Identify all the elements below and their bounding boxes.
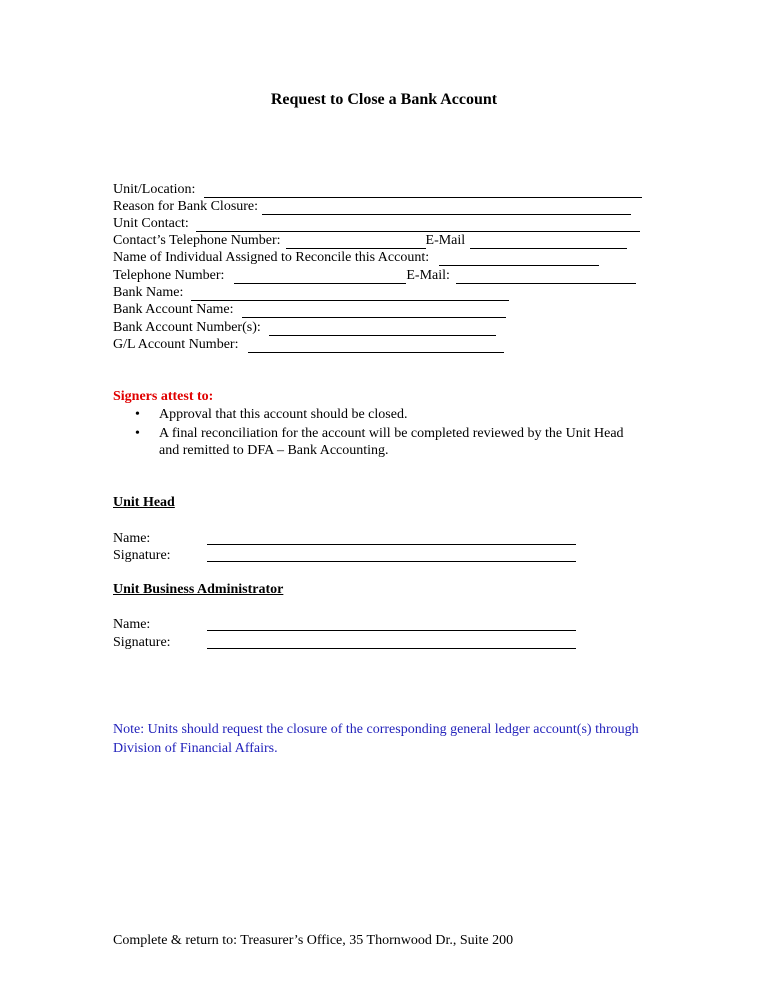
field-reason [113, 198, 631, 215]
footer-return-address: Complete & return to: Treasurer’s Office, 35 Thornwood Dr., Suite 200 [113, 933, 514, 948]
bank-account-name-input-line[interactable] [242, 304, 506, 318]
reconcile-name-input-line[interactable] [439, 252, 599, 266]
attest-item [113, 425, 643, 459]
gl-account-number-input-line[interactable] [248, 339, 504, 353]
field-label-reconcile-name: Name of Individual Assigned to Reconcile this Account: [113, 250, 430, 265]
field-contact-phone [113, 232, 627, 249]
contact-email-input-line[interactable] [470, 235, 627, 249]
reconcile-phone-input-line[interactable] [234, 270, 406, 284]
unit-location-input-line[interactable] [204, 184, 642, 198]
field-bank-account-numbers [113, 319, 496, 336]
reason-input-line[interactable] [262, 201, 631, 215]
attest-item-text: A final reconciliation for the account will be completed reviewed by the Unit Head and remitted to DFA – Bank Accounting. [159, 426, 624, 458]
field-label-reconcile-email: E-Mail: [406, 268, 450, 283]
unit-admin-name-label: Name: [113, 617, 151, 632]
field-gl-account-number [113, 336, 504, 353]
field-label-reconcile-phone: Telephone Number: [113, 268, 225, 283]
field-label-contact-email: E-Mail [425, 233, 466, 248]
field-label-reason: Reason for Bank Closure: [113, 199, 259, 214]
field-label-gl-account-number: G/L Account Number: [113, 337, 239, 352]
attest-list [113, 406, 643, 461]
unit-admin-signature-line[interactable] [207, 634, 576, 649]
attest-heading: Signers attest to: [113, 389, 214, 404]
unit-admin-signature-label: Signature: [113, 635, 171, 650]
field-label-bank-account-numbers: Bank Account Number(s): [113, 320, 261, 335]
unit-admin-name-line[interactable] [207, 616, 576, 631]
unit-head-heading: Unit Head [113, 495, 175, 510]
unit-head-name-line[interactable] [207, 530, 576, 545]
contact-phone-input-line[interactable] [286, 235, 426, 249]
field-unit-location [113, 181, 642, 198]
field-bank-name [113, 284, 509, 301]
field-label-unit-location: Unit/Location: [113, 182, 196, 197]
unit-contact-input-line[interactable] [196, 218, 640, 232]
bank-account-numbers-input-line[interactable] [269, 322, 496, 336]
field-label-bank-name: Bank Name: [113, 285, 184, 300]
reconcile-email-input-line[interactable] [456, 270, 636, 284]
field-label-bank-account-name: Bank Account Name: [113, 302, 234, 317]
bullet-icon: • [135, 426, 140, 441]
attest-item-text: Approval that this account should be closed. [159, 407, 408, 422]
unit-head-name-label: Name: [113, 531, 151, 546]
unit-admin-heading: Unit Business Administrator [113, 582, 284, 597]
field-reconcile-name [113, 249, 599, 266]
attest-item [113, 406, 643, 423]
bank-name-input-line[interactable] [191, 287, 509, 301]
unit-head-signature-label: Signature: [113, 548, 171, 563]
field-reconcile-phone [113, 267, 636, 284]
bullet-icon: • [135, 407, 140, 422]
note-text: Note: Units should request the closure of the corresponding general ledger account(s) through Division of Financial Affairs. [113, 722, 639, 756]
unit-head-signature-line[interactable] [207, 547, 576, 562]
document-title: Request to Close a Bank Account [270, 91, 498, 108]
field-unit-contact [113, 215, 640, 232]
field-label-unit-contact: Unit Contact: [113, 216, 189, 231]
field-label-contact-phone: Contact’s Telephone Number: [113, 233, 281, 248]
field-bank-account-name [113, 301, 506, 318]
